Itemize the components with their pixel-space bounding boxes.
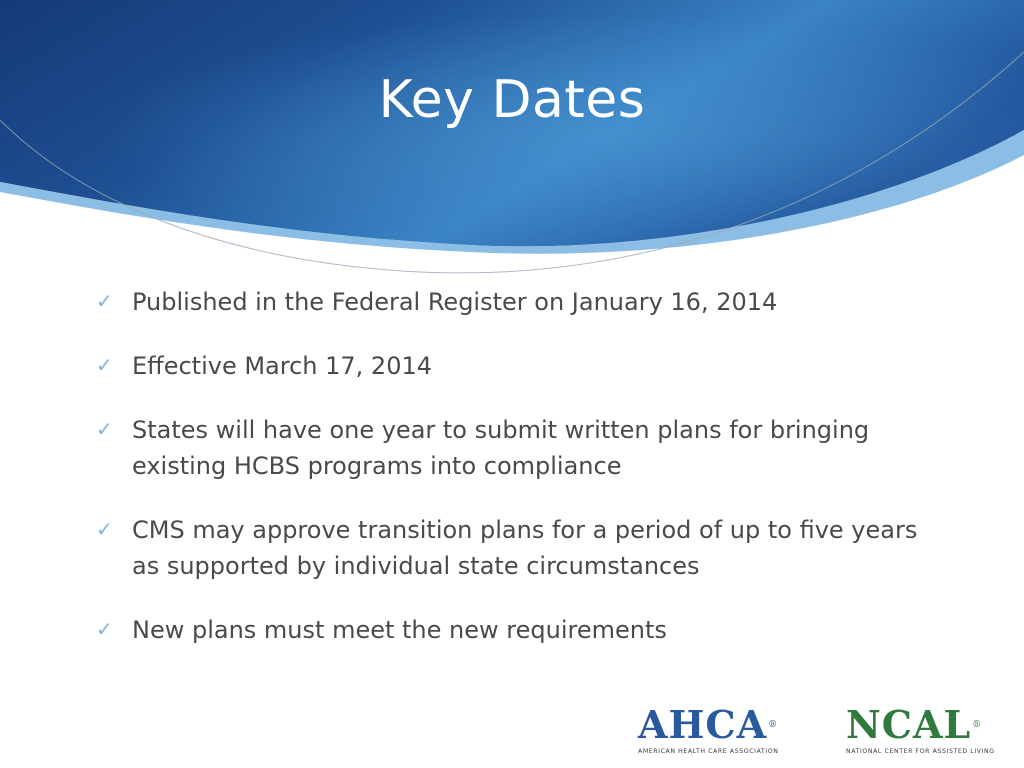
bullet-text: Published in the Federal Register on January 16, 2014 [132,288,778,316]
bullet-list [96,284,926,676]
check-mark-icon: ✓ [96,417,113,441]
bullet-item [96,512,926,584]
bullet-item [96,284,926,320]
bullet-text: CMS may approve transition plans for a period of up to five years as supported by individual state circumstances [132,516,918,580]
ncal-tagline: NATIONAL CENTER FOR ASSISTED LIVING [846,748,995,755]
ncal-logo: NCAL® NATIONAL CENTER FOR ASSISTED LIVING [846,702,995,755]
check-mark-icon: ✓ [96,289,113,313]
bullet-item [96,612,926,648]
bullet-item [96,412,926,484]
ahca-tagline: AMERICAN HEALTH CARE ASSOCIATION [638,748,779,755]
bullet-text: New plans must meet the new requirements [132,616,667,644]
footer-logos [630,702,1010,762]
check-mark-icon: ✓ [96,353,113,377]
bullet-text: Effective March 17, 2014 [132,352,432,380]
slide-title: Key Dates [378,70,646,130]
header-swoosh-band [0,0,1024,300]
bullet-item [96,348,926,384]
ncal-wordmark: NCAL [846,702,972,747]
check-mark-icon: ✓ [96,617,113,641]
ahca-logo: AHCA® AMERICAN HEALTH CARE ASSOCIATION [638,702,779,755]
bullet-text: States will have one year to submit written plans for bringing existing HCBS programs into compliance [132,416,870,480]
ahca-wordmark: AHCA [638,702,768,747]
check-mark-icon: ✓ [96,517,113,541]
